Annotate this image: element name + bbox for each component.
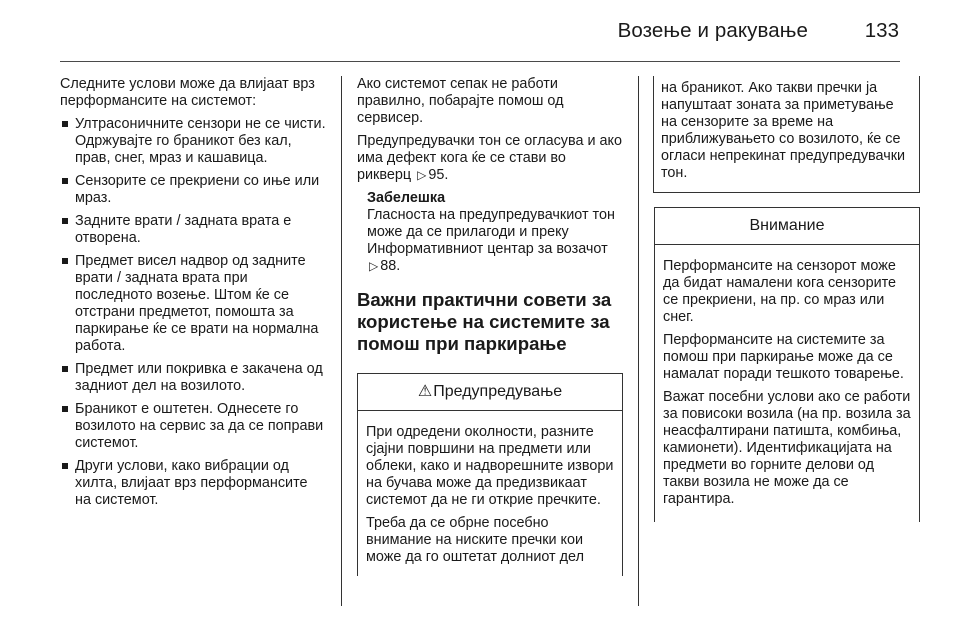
- warning-title: Предупредување: [433, 383, 563, 400]
- warning-box: [357, 373, 623, 576]
- intro-paragraph: Следните услови може да влијаат врз перформансите на системот:: [60, 76, 315, 109]
- page-reference[interactable]: 88.: [380, 258, 401, 274]
- list-item: Предмет или покривка е закачена од задниот дел на возилото.: [60, 361, 326, 395]
- list-item: Предмет висел надвор од задните врати / задната врата при последното возење. Штом ќе се отстрани предметот, помошта за паркирање ќе се врати на нормална работа.: [60, 253, 326, 355]
- column-divider-1: [341, 76, 342, 606]
- reverse-tone-paragraph: [357, 133, 623, 184]
- conditions-list: [60, 116, 326, 509]
- page-reference[interactable]: 95.: [428, 167, 449, 183]
- page-number: 133: [864, 19, 899, 42]
- note-title: Забелешка: [367, 190, 446, 206]
- warning-triangle-icon: ⚠: [417, 383, 433, 400]
- column-3: [654, 76, 920, 522]
- warning-paragraph: Треба да се обрне посебно внимание на ниските пречки кои може да го оштетат долниот дел: [366, 515, 584, 565]
- note-text: Гласноста на предупредувачкиот тон може да се прилагоди и преку Информативниот центар за возачот: [367, 207, 615, 257]
- list-item: Други услови, како вибрации од хилта, влијаат врз перформансите на системот.: [60, 458, 326, 509]
- column-1: [60, 76, 326, 515]
- caution-paragraph: Перформансите на системите за помош при паркирање може да се намалат поради тешкото товарење.: [663, 332, 904, 382]
- reference-arrow-icon: ▷: [369, 259, 379, 273]
- list-item: Сензорите се прекриени со иње или мраз.: [60, 173, 326, 207]
- page-header: [60, 0, 900, 62]
- list-item: Ултрасоничните сензори не се чисти. Одржувајте го браникот без кал, прав, снег, мраз и кашавица.: [60, 116, 326, 167]
- warning-continuation-box: [653, 76, 920, 193]
- caution-header: Внимание: [655, 208, 919, 245]
- column-2: [357, 76, 623, 576]
- caution-body: [655, 245, 919, 522]
- warning-header: [358, 374, 622, 411]
- list-item: Задните врати / задната врата е отворена.: [60, 213, 326, 247]
- warning-paragraph: При одредени околности, разните сјајни површини на предмети или облеки, како и надворешните извори на бучава може да предизвикаат системот да не ги открие пречките.: [366, 424, 614, 508]
- reverse-tone-text: Предупредувачки тон се огласува и ако има дефект кога ќе се стави во рикверц: [357, 133, 622, 183]
- column-divider-2: [638, 76, 639, 606]
- reference-arrow-icon: ▷: [417, 168, 427, 182]
- caution-paragraph: Перформансите на сензорот може да бидат намалени кога сензорите се прекриени, на пр. со мраз или снег.: [663, 258, 897, 325]
- list-item: Браникот е оштетен. Однесете го возилото на сервис за да се поправи системот.: [60, 401, 326, 452]
- note-block: [357, 190, 623, 275]
- section-heading: Важни практични совети за користење на системите за помош при паркирање: [357, 289, 612, 354]
- caution-box: [654, 207, 920, 522]
- warning-continuation-text: на браникот. Ако такви пречки ја напуштаат зоната за приметување на сензорите за време на приближувањето со возилото, ќе се огласи непрекинат предупредувачки тон.: [661, 80, 906, 181]
- note-text-wrap: [367, 207, 623, 275]
- header-title: Возење и ракување: [617, 19, 808, 42]
- caution-paragraph: Важат посебни услови ако се работи за повисоки возила (на пр. возила за неасфалтирани патишта, комбиња, камионети). Идентификацијата на предмети во горните делови од такви возила не може да се гарантира.: [663, 389, 911, 507]
- service-paragraph: Ако системот сепак не работи правилно, побарајте помош од сервисер.: [357, 76, 564, 126]
- warning-body: [358, 411, 622, 576]
